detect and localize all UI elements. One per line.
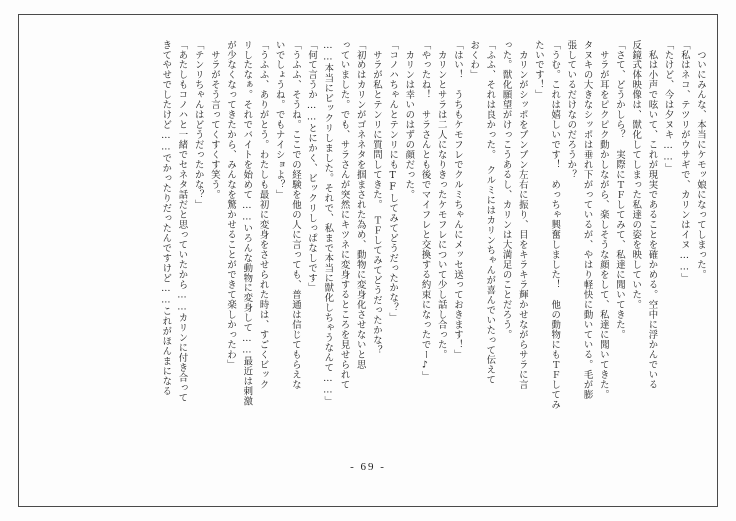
page-number: - 69 -	[350, 461, 386, 473]
text-line: 「ふふ、それは良かった。 クルミにはカリンちゃんが喜んでいたって伝えて	[484, 40, 496, 385]
text-line: ついにみんな、本当にケモッ娘になってしまった。	[695, 40, 706, 280]
text-line: った。獣化願望がけっこうあるし、カリンは大満足のことだろう。	[500, 40, 512, 340]
text-line: 「たけど、今は夕ヌキ……」	[662, 40, 674, 174]
text-line: 「うふふ、そうね。ここでの経験を他の人に言っても、普通は信じてもらえな	[289, 40, 301, 390]
text-line: 「うふふ、ありがとう。わたしも最初に変身をさせられた時は、すごくビック	[257, 40, 269, 390]
text-line: きてやせでしたけど……でかったりだったんですけど……これがほんまになる	[160, 40, 172, 397]
text-line: 「さて、どうかしら？ 実際にＴＦしてみて、私達に聞いてきた。	[613, 40, 625, 340]
text-line: サラがそう言ってくすくす笑う。	[208, 40, 220, 200]
text-line: が少なくなってきたから、みんなを驚かせることができて楽しかったわ」	[225, 40, 237, 370]
text-line: 「私はネコ、テツリがウサギで、カリンはイヌ……」	[678, 40, 690, 283]
text-line: 「やったね！ サラさんとも後でマイフレと交換する約束になったでー♪」	[419, 40, 431, 382]
text-line: タヌキの大きなシッポは垂れ下がっているが、やはり軽快に動いている。毛が膨	[581, 40, 593, 400]
text-line: っていました。でも、サラさんが突然にキツネに変身するところを見せられて	[338, 40, 350, 390]
text-line: たいです！」	[532, 40, 544, 100]
text-line: サラが耳をピクピク動かしながら、楽しそうな顔をして、私達に聞いてきた。	[597, 40, 609, 400]
text-line: 張しているだけなのだろうか？	[565, 40, 577, 180]
text-line: 反鏡式体映像は、獣化してしまった私達の姿を映していた。	[630, 40, 642, 310]
text-line: いでしょうね。でもナイショよ？」	[273, 40, 285, 200]
text-line: 「うむ。これは嬉しいです！ めっちゃ興奮しました！ 他の動物にもＴＦしてみ	[549, 40, 561, 410]
vertical-text-body	[28, 40, 708, 440]
text-line: 「何て言うか……とにかく、ビックリしっぱなしです」	[306, 40, 318, 293]
text-line: 「あたしもコノハと一緒でセネタ話だと思っていたから……カリンに付き合って	[176, 40, 188, 403]
text-line: おくわ」	[468, 40, 480, 80]
text-line: カリンは幸いのはずの顔だった。	[403, 40, 415, 200]
text-line: 私は小声で呟いて、これが現実であることを確かめる。空中に浮かんでいる	[646, 40, 658, 390]
text-line: 「はい！ うちもケモフレでクルミちゃんにメッセ送っておきます！」	[451, 40, 463, 360]
text-line: リしたなぁ。それでバイトを始めて……いろんな動物に変身して……最近は刺激	[241, 40, 253, 407]
text-line: 「初めはカリンがゴネネタを掴まされた為め、動物に変身化させないと思	[354, 40, 366, 370]
text-line: カリンがシッポをブンブン左右に振り、目をキラキラ輝かせながらサラに言	[516, 40, 528, 390]
text-line: 「コノハちゃんとテンリにもTFしてみてどうだったかな？」	[387, 40, 399, 323]
text-line: カリンとサラは二人になりきったケモフレについて少し話し合った。	[435, 40, 447, 360]
text-line: ……本当にビックリしました。それで、私まで本当に獣化しちゃうなんて……」	[322, 40, 334, 407]
text-line: サラが私とテンリに質問してきた。 ＴＦしてみてどうだったかな？	[370, 40, 382, 355]
text-line: 「テンリちゃんはどうだったかな？」	[192, 40, 204, 210]
